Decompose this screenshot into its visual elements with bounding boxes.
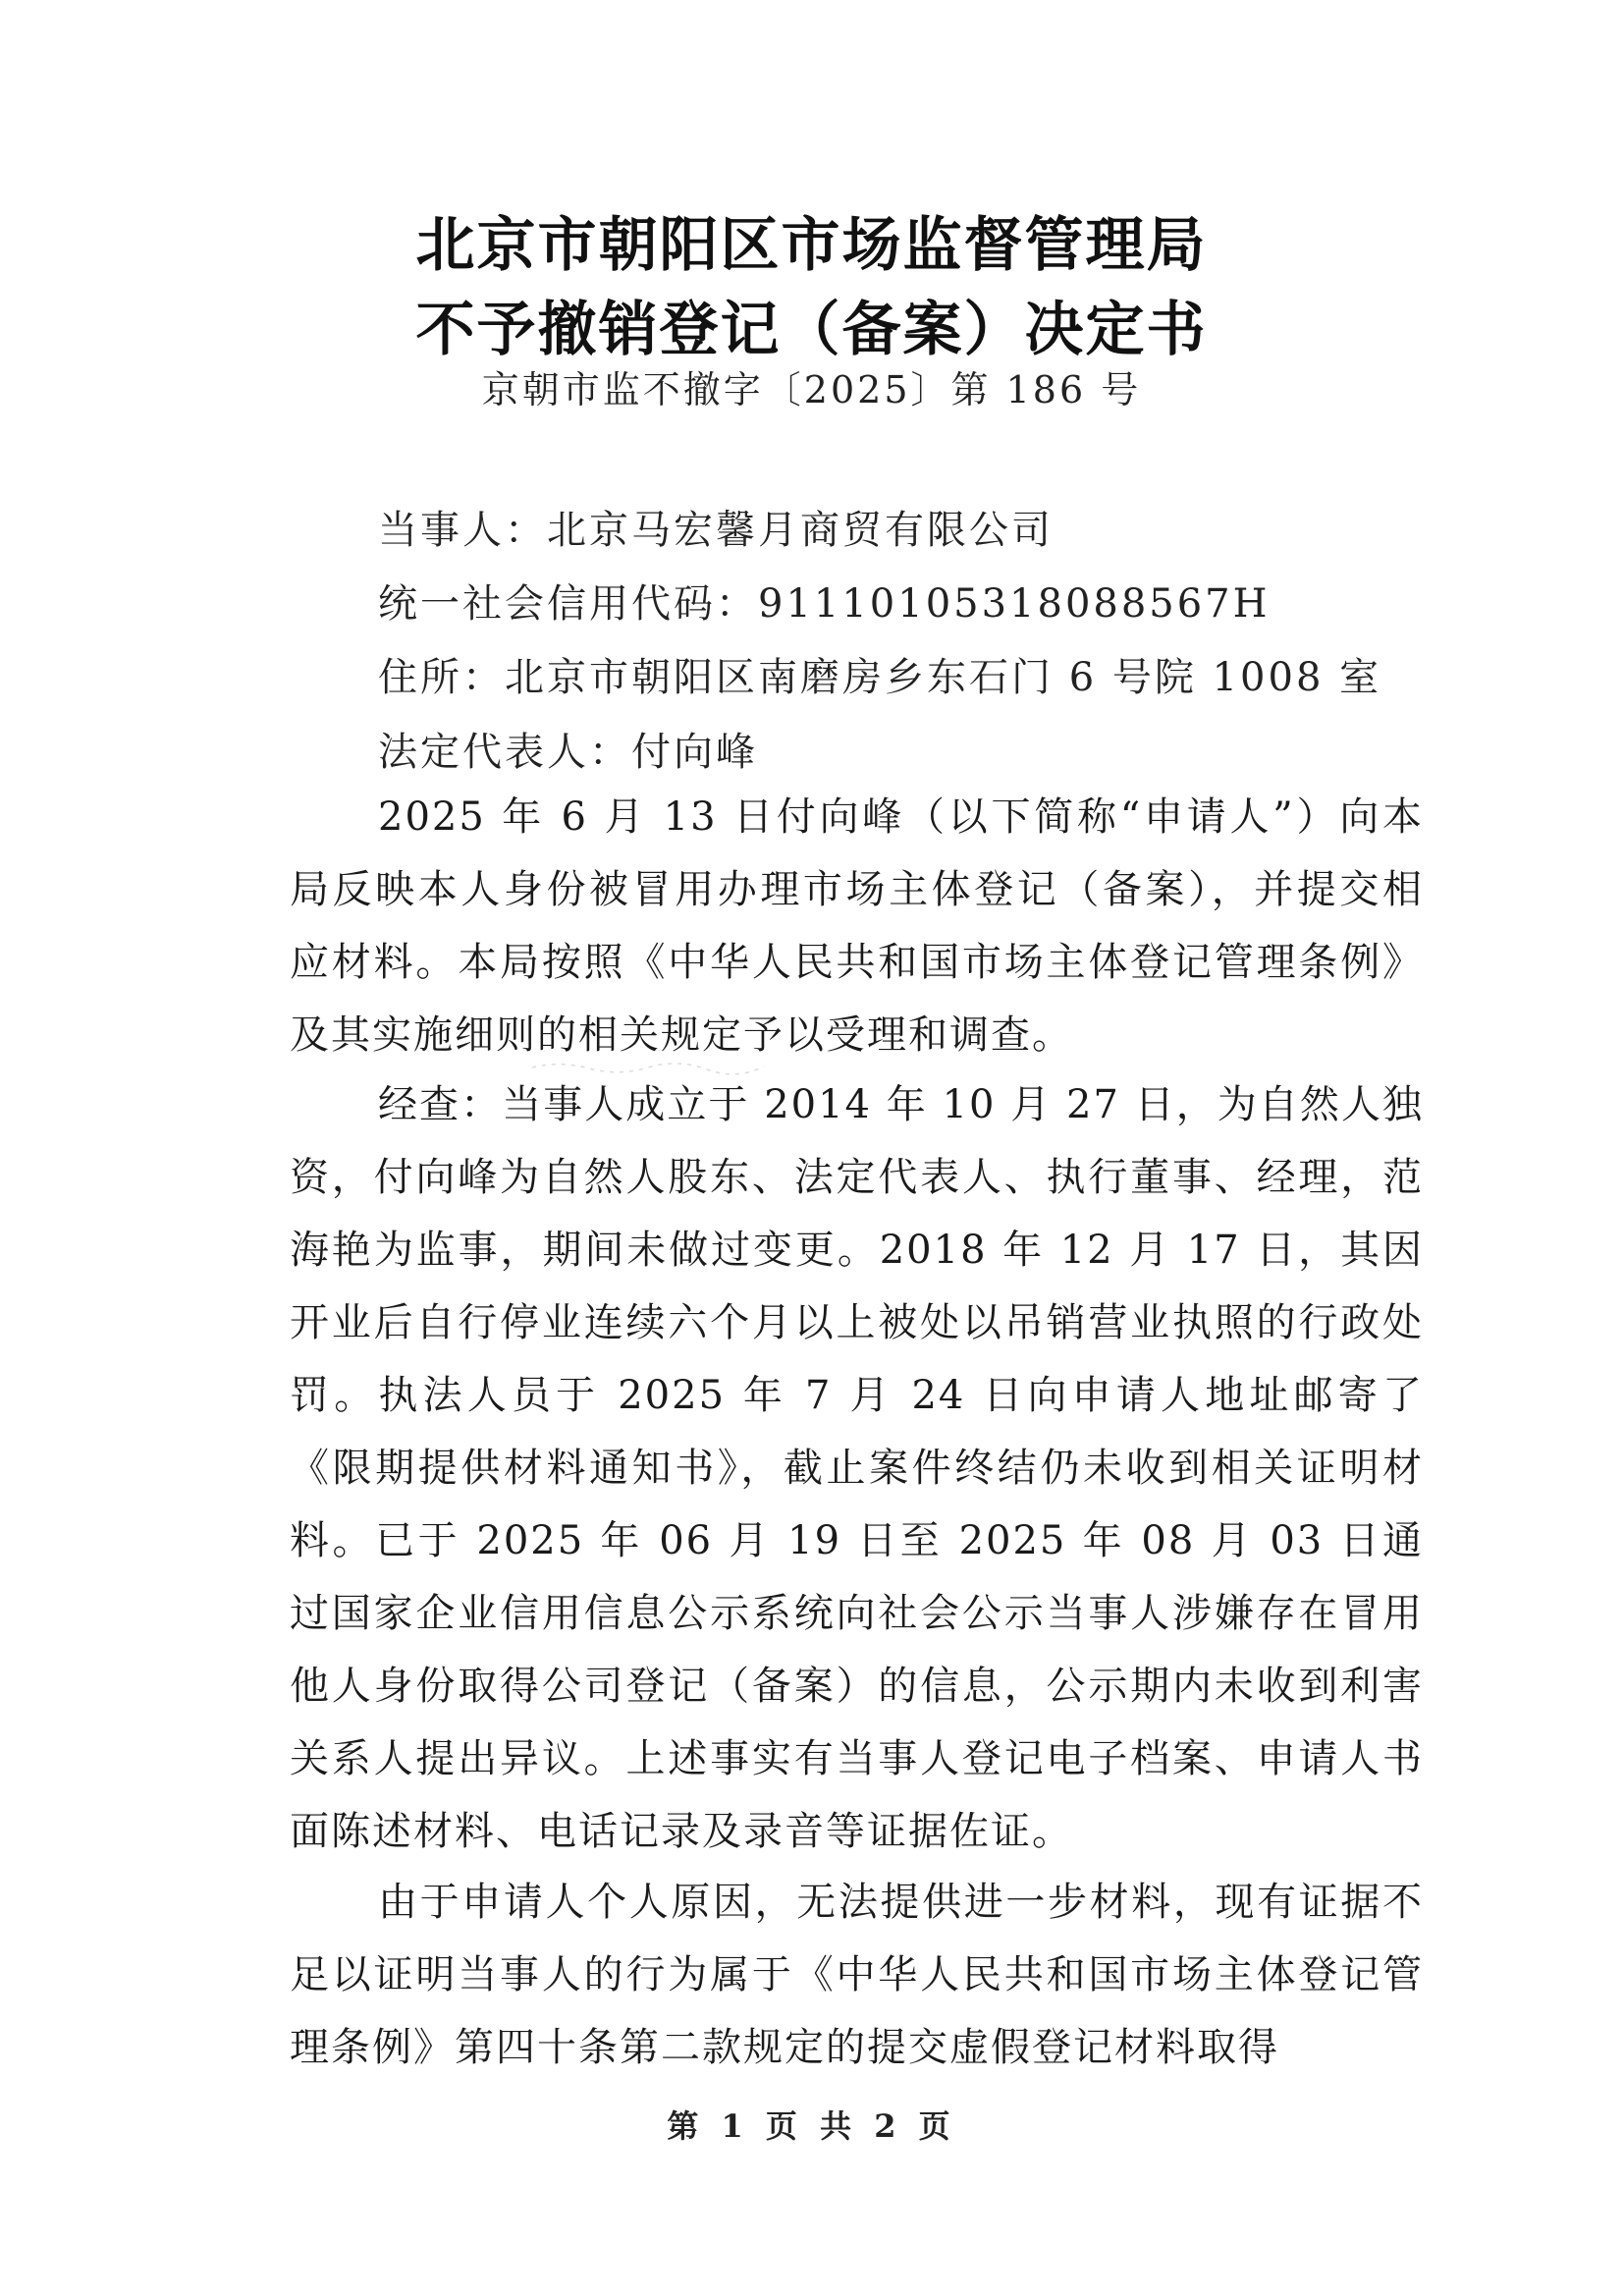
document-number: 京朝市监不撤字〔2025〕第 186 号 (481, 368, 1142, 411)
body-paragraph-3: 由于申请人个人原因，无法提供进一步材料，现有证据不足以证明当事人的行为属于《中华人民共和国市场主体登记管理条例》第四十条第二款规定的提交虚假登记材料取得 (290, 1880, 1424, 2070)
credit-code: 统一社会信用代码：91110105318088567H (378, 581, 1271, 627)
page-indicator: 第 1 页 共 2 页 (667, 2107, 956, 2145)
party-name: 当事人：北京马宏馨月商贸有限公司 (378, 508, 1054, 553)
party-address: 住所：北京市朝阳区南磨房乡东石门 6 号院 1008 室 (378, 655, 1382, 700)
body-paragraph-2: 经查：当事人成立于 2014 年 10 月 27 日，为自然人独资，付向峰为自然人股东、法定代表人、执行董事、经理，范海艳为监事，期间未做过变更。2018 年 12 月 17 日，其因开业后自行停业连续六个月以上被处以吊销营业执照的行政处罚。执法人员于 2025 年 7 月 24 日向申请人地址邮寄了《限期提供材料通知书》，截止案件终结仍未收到相关证明材料。已于 2025 年 06 月 19 日至 2025 年 08 月 03 日通过国家企业信用信息公示系统向社会公示当事人涉嫌存在冒用他人身份取得公司登记（备案）的信息，公示期内未收到利害关系人提出异议。上述事实有当事人登记电子档案、申请人书面陈述材料、电话记录及录音等证据佐证。 (290, 1082, 1424, 1854)
document-title-line-1: 北京市朝阳区市场监督管理局 (415, 211, 1208, 280)
body-paragraph-1: 2025 年 6 月 13 日付向峰（以下简称“申请人”）向本局反映本人身份被冒用办理市场主体登记（备案），并提交相应材料。本局按照《中华人民共和国市场主体登记管理条例》及其实施细则的相关规定予以受理和调查。 (290, 794, 1424, 1058)
legal-representative: 法定代表人：付向峰 (378, 730, 758, 775)
document-title-line-2: 不予撤销登记（备案）决定书 (415, 296, 1208, 364)
